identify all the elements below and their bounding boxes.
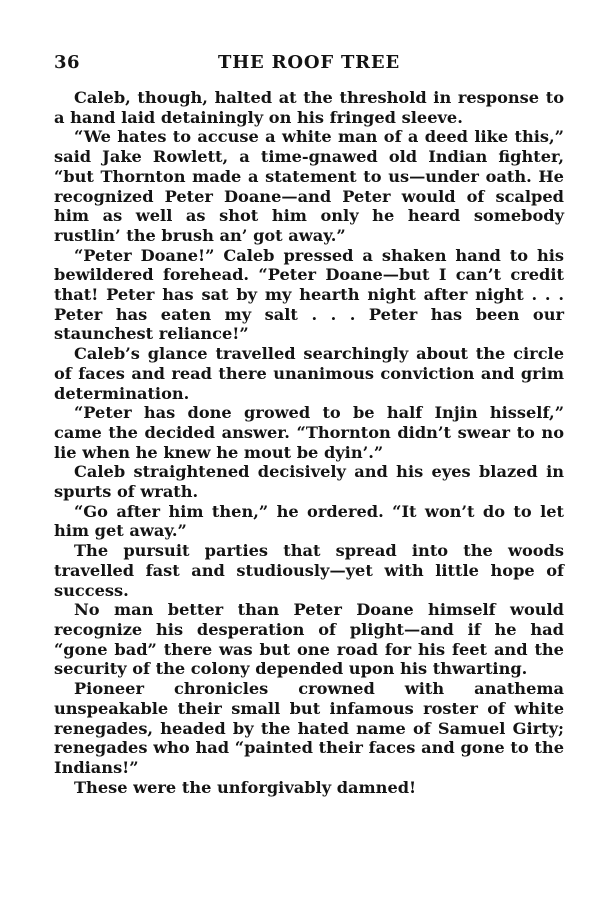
paragraph: Pioneer chronicles crowned with anathema unspeakable their small but infamous roster of white renegades, headed by the hated name of Samuel Girty; renegades who had “painted their faces and gone to the Indians!”: [54, 679, 564, 777]
running-head: THE ROOF TREE: [218, 52, 400, 73]
page-header: [54, 52, 564, 78]
paragraph: Caleb straightened decisively and his eyes blazed in spurts of wrath.: [54, 462, 564, 502]
paragraph: “Peter has done growed to be half Injin hisself,” came the decided answer. “Thornton didn’t swear to no lie when he knew he mout be dyin’.”: [54, 403, 564, 462]
paragraph: These were the unforgivably damned!: [74, 777, 417, 797]
paragraph: Caleb, though, halted at the threshold in response to a hand laid detainingly on his fringed sleeve.: [54, 88, 564, 127]
body-text: [54, 88, 564, 797]
paragraph: No man better than Peter Doane himself would recognize his desperation of plight—and if he had “gone bad” there was but one road for his feet and the security of the colony depended upon his thwarting.: [54, 600, 564, 679]
paragraph: Caleb’s glance travelled searchingly about the circle of faces and read there unanimous conviction and grim determination.: [54, 344, 564, 403]
page-number: 36: [54, 52, 81, 73]
paragraph: The pursuit parties that spread into the woods travelled fast and studiously—yet with little hope of success.: [54, 541, 564, 600]
paragraph: “Go after him then,” he ordered. “It won’t do to let him get away.”: [54, 501, 564, 541]
paragraph: “We hates to accuse a white man of a deed like this,” said Jake Rowlett, a time-gnawed old Indian fighter, “but Thornton made a statement to us—under oath. He recognized Peter Doane—and Peter would of scalped him as well as shot him only he heard somebody rustlin’ the brush an’ got away.”: [54, 127, 564, 245]
paragraph: “Peter Doane!” Caleb pressed a shaken hand to his bewildered forehead. “Peter Doane—but I can’t credit that! Peter has sat by my hearth night after night . . . Peter has eaten my salt . . . Peter has been our staunchest reliance!”: [54, 245, 564, 344]
